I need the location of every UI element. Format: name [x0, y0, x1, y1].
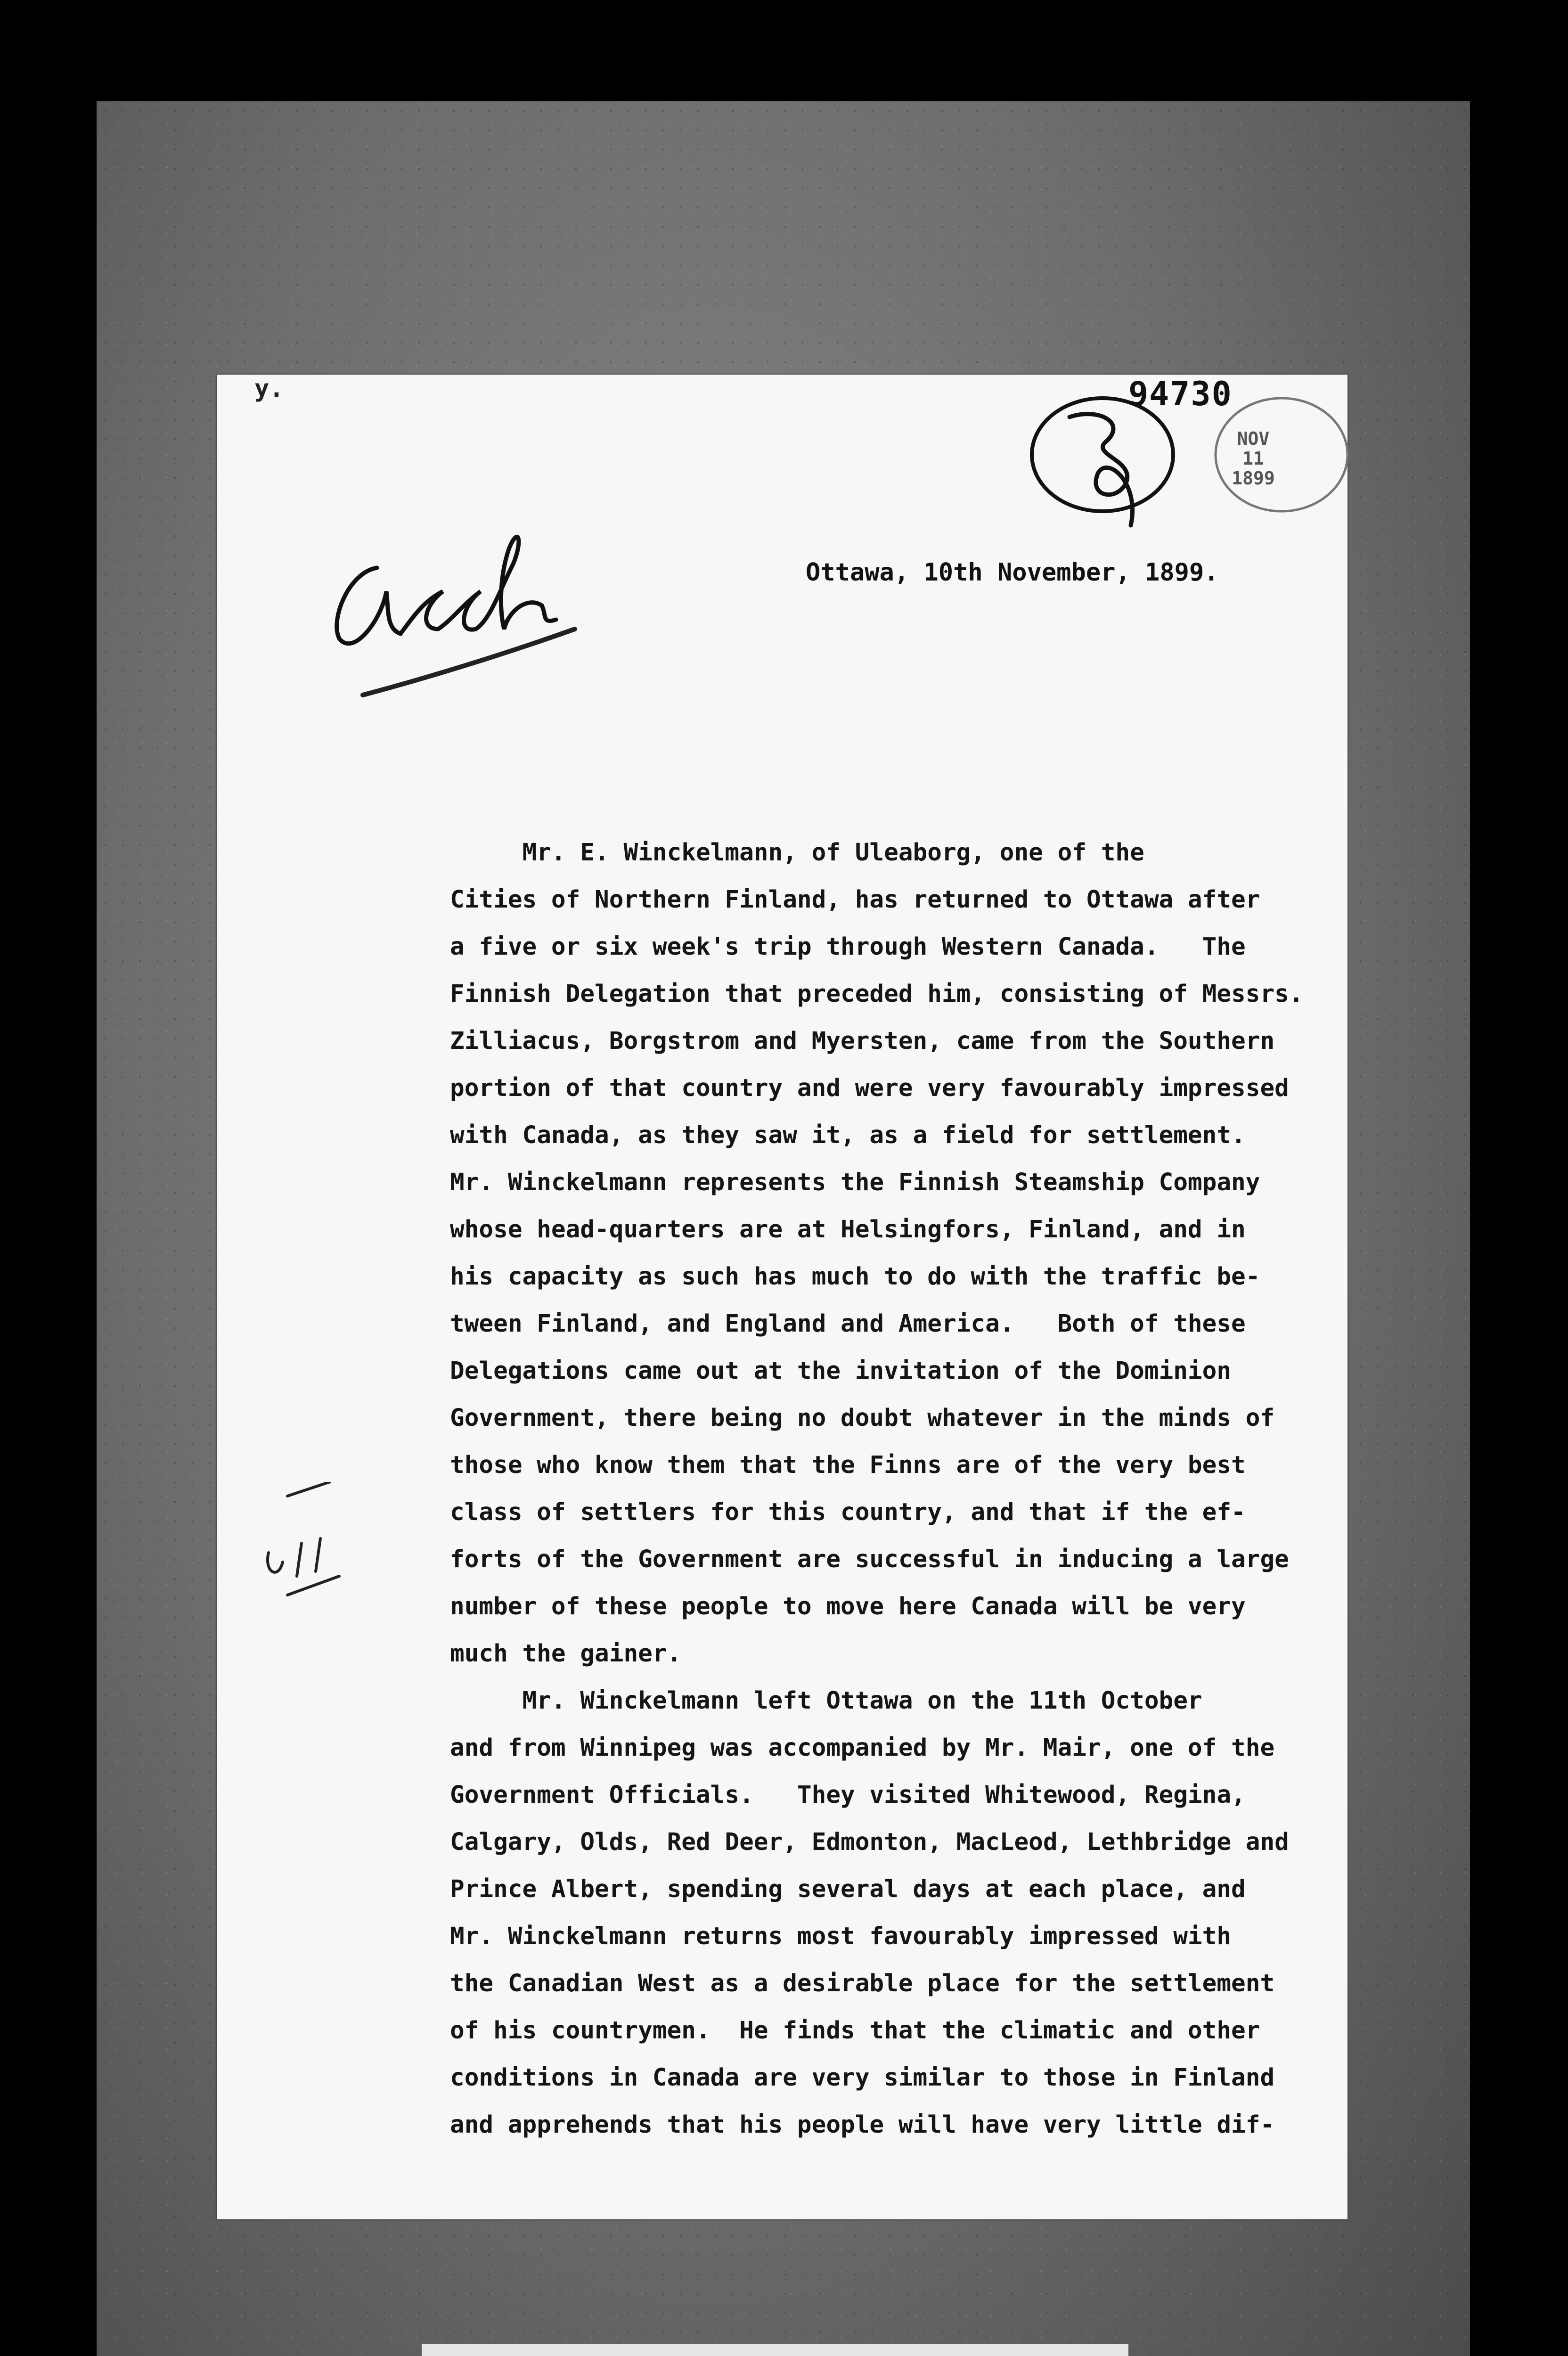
- body-line: Cities of Northern Finland, has returned to Ottawa after: [450, 886, 1260, 914]
- stamp-month: NOV: [1237, 428, 1270, 449]
- letter-page: [217, 375, 1348, 2219]
- letter-reference: y.: [254, 375, 284, 403]
- body-line: Government Officials. They visited Whitewood, Regina,: [450, 1781, 1246, 1809]
- body-line: Mr. E. Winckelmann, of Uleaborg, one of the: [450, 839, 1144, 867]
- body-line: Finnish Delegation that preceded him, consisting of Messrs.: [450, 980, 1304, 1008]
- body-line: of his countrymen. He finds that the climatic and other: [450, 2017, 1260, 2045]
- body-line: class of settlers for this country, and that if the ef-: [450, 1498, 1246, 1526]
- body-line: Mr. Winckelmann represents the Finnish Steamship Company: [450, 1169, 1260, 1196]
- body-line: Mr. Winckelmann left Ottawa on the 11th October: [450, 1687, 1202, 1715]
- body-line: with Canada, as they saw it, as a field for settlement.: [450, 1121, 1246, 1149]
- body-line: whose head-quarters are at Helsingfors, Finland, and in: [450, 1216, 1246, 1243]
- body-line: forts of the Government are successful in inducing a large: [450, 1546, 1289, 1573]
- stamp-year: 1899: [1232, 468, 1275, 489]
- letter-date: Ottawa, 10th November, 1899.: [806, 558, 1219, 587]
- body-line: much the gainer.: [450, 1640, 682, 1668]
- received-stamp: [1018, 389, 1357, 530]
- body-line: and from Winnipeg was accompanied by Mr. Mair, one of the: [450, 1734, 1275, 1762]
- body-line: Prince Albert, spending several days at each place, and: [450, 1875, 1246, 1903]
- body-line: a five or six week's trip through Western Canada. The: [450, 933, 1246, 961]
- body-line: portion of that country and were very favourably impressed: [450, 1074, 1289, 1102]
- stamp-day: 11: [1242, 448, 1264, 469]
- body-line: and apprehends that his people will have very little dif-: [450, 2111, 1275, 2139]
- file-number: 94730: [1128, 375, 1233, 413]
- body-line: conditions in Canada are very similar to those in Finland: [450, 2064, 1275, 2092]
- body-line: his capacity as such has much to do with the traffic be-: [450, 1263, 1260, 1291]
- body-line: Government, there being no doubt whatever in the minds of: [450, 1404, 1275, 1432]
- stamp-date: [1220, 429, 1286, 488]
- body-line: Delegations came out at the invitation of the Dominion: [450, 1357, 1232, 1385]
- body-line: the Canadian West as a desirable place for the settlement: [450, 1970, 1275, 1997]
- body-line: number of these people to move here Canada will be very: [450, 1593, 1246, 1620]
- body-line: tween Finland, and England and America. Both of these: [450, 1310, 1246, 1338]
- body-line: Calgary, Olds, Red Deer, Edmonton, MacLeod, Lethbridge and: [450, 1828, 1289, 1856]
- body-line: those who know them that the Finns are of the very best: [450, 1451, 1246, 1479]
- margin-note-651: [259, 1482, 353, 1600]
- body-line: Zilliacus, Borgstrom and Myersten, came from the Southern: [450, 1027, 1275, 1055]
- handwritten-annotation: [311, 497, 617, 704]
- letter-body: [450, 829, 1304, 2149]
- body-line: Mr. Winckelmann returns most favourably impressed with: [450, 1922, 1232, 1950]
- archive-reference-label: [422, 2344, 1128, 2356]
